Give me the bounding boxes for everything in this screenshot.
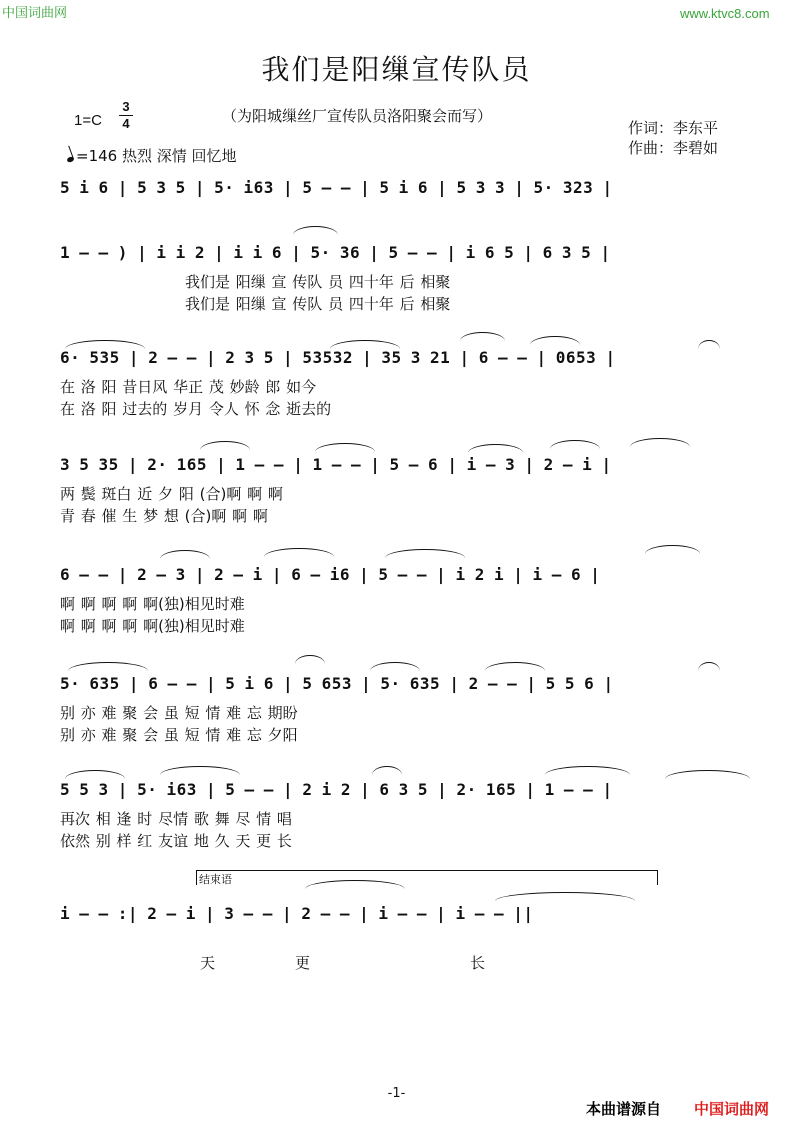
tempo-text: =146 热烈 深情 回忆地 [76, 147, 237, 165]
ending-bracket [196, 870, 658, 885]
notation-line: 6 – – | 2 – 3 | 2 – i | 6 – i6 | 5 – – | i 2 i | i – 6 | [60, 565, 601, 584]
source-label: 本曲谱源自 [586, 1100, 662, 1118]
tempo-marking [67, 145, 237, 166]
lyrics-verse-1: 两 鬓 斑白 近 夕 阳 (合)啊 啊 啊 [60, 485, 283, 503]
lyrics-verse-1: 啊 啊 啊 啊 啊(独)相见时难 [60, 595, 245, 613]
slur [330, 340, 400, 349]
lyrics-verse-2: 啊 啊 啊 啊 啊(独)相见时难 [60, 617, 245, 635]
lyrics-verse-1: 别 亦 难 聚 会 虽 短 情 难 忘 期盼 [60, 704, 298, 722]
notation-line: 5· 635 | 6 – – | 5 i 6 | 5 653 | 5· 635 | 2 – – | 5 5 6 | [60, 674, 614, 693]
slur [460, 332, 505, 341]
slur [645, 545, 700, 554]
slur [468, 444, 523, 453]
slur [485, 662, 545, 671]
slur [665, 770, 750, 779]
notation-line: i – – :| 2 – i | 3 – – | 2 – – | i – – | i – – || [60, 904, 534, 923]
watermark-right: www.ktvc8.com [680, 6, 770, 21]
slur [295, 655, 325, 664]
source-site-link[interactable]: 中国词曲网 [694, 1100, 770, 1118]
lyrics-verse-2: 在 洛 阳 过去的 岁月 令人 怀 念 逝去的 [60, 400, 332, 418]
subtitle: （为阳城缫丝厂宣传队员洛阳聚会而写） [222, 107, 493, 125]
lyrics-verse-2: 别 亦 难 聚 会 虽 短 情 难 忘 夕阳 [60, 726, 298, 744]
slur [550, 440, 600, 449]
quarter-note-icon [66, 156, 74, 163]
slur [68, 662, 148, 671]
composer-credit: 作曲：李碧如 [628, 139, 719, 157]
slur [372, 766, 402, 775]
lyrics-verse-2: 依然 别 样 红 友谊 地 久 天 更 长 [60, 832, 292, 850]
final-lyric: 天 [200, 954, 216, 972]
lyrics-verse-1: 在 洛 阳 昔日风 华正 茂 妙龄 郎 如今 [60, 378, 317, 396]
slur [545, 766, 630, 775]
time-signature-numerator: 3 [122, 99, 130, 114]
slur [65, 770, 125, 779]
notation-line: 3 5 35 | 2· 165 | 1 – – | 1 – – | 5 – 6 | i – 3 | 2 – i | [60, 455, 612, 474]
slur [385, 549, 465, 558]
lyrics-verse-1: 再次 相 逢 时 尽情 歌 舞 尽 情 唱 [60, 810, 292, 828]
lyrics-verse-2: 青 春 催 生 梦 想 (合)啊 啊 啊 [60, 507, 268, 525]
notation-line: 5 i 6 | 5 3 5 | 5· i63 | 5 – – | 5 i 6 | 5 3 3 | 5· 323 | [60, 178, 613, 197]
lyricist-credit: 作词：李东平 [628, 119, 719, 137]
slur [530, 336, 580, 345]
slur [65, 340, 145, 349]
slur [630, 438, 690, 447]
notation-line: 6· 535 | 2 – – | 2 3 5 | 53532 | 35 3 21 | 6 – – | 0653 | [60, 348, 616, 367]
ending-label: 结束语 [199, 873, 232, 886]
notation-line: 5 5 3 | 5· i63 | 5 – – | 2 i 2 | 6 3 5 | 2· 165 | 1 – – | [60, 780, 613, 799]
slur [264, 548, 334, 557]
final-lyric: 长 [470, 954, 486, 972]
key-signature: 1=C [74, 112, 102, 129]
watermark-left: 中国词曲网 [2, 5, 68, 20]
slur [370, 662, 420, 671]
song-title: 我们是阳缫宣传队员 [261, 53, 532, 86]
slur [160, 766, 240, 775]
final-lyric: 更 [295, 954, 311, 972]
lyrics-verse-2: 我们是 阳缫 宣 传队 员 四十年 后 相聚 [185, 295, 451, 313]
slur [200, 441, 250, 450]
slur [495, 892, 635, 901]
slur [160, 550, 210, 559]
slur [315, 443, 375, 452]
final-lyrics [200, 952, 485, 973]
page-number: -1- [387, 1086, 406, 1101]
notation-line: 1 – – ) | i i 2 | i i 6 | 5· 36 | 5 – – | i 6 5 | 6 3 5 | [60, 243, 611, 262]
slur [698, 662, 720, 671]
time-signature-denominator: 4 [122, 116, 130, 131]
slur [293, 226, 338, 235]
slur [698, 340, 720, 349]
lyrics-verse-1: 我们是 阳缫 宣 传队 员 四十年 后 相聚 [185, 273, 451, 291]
